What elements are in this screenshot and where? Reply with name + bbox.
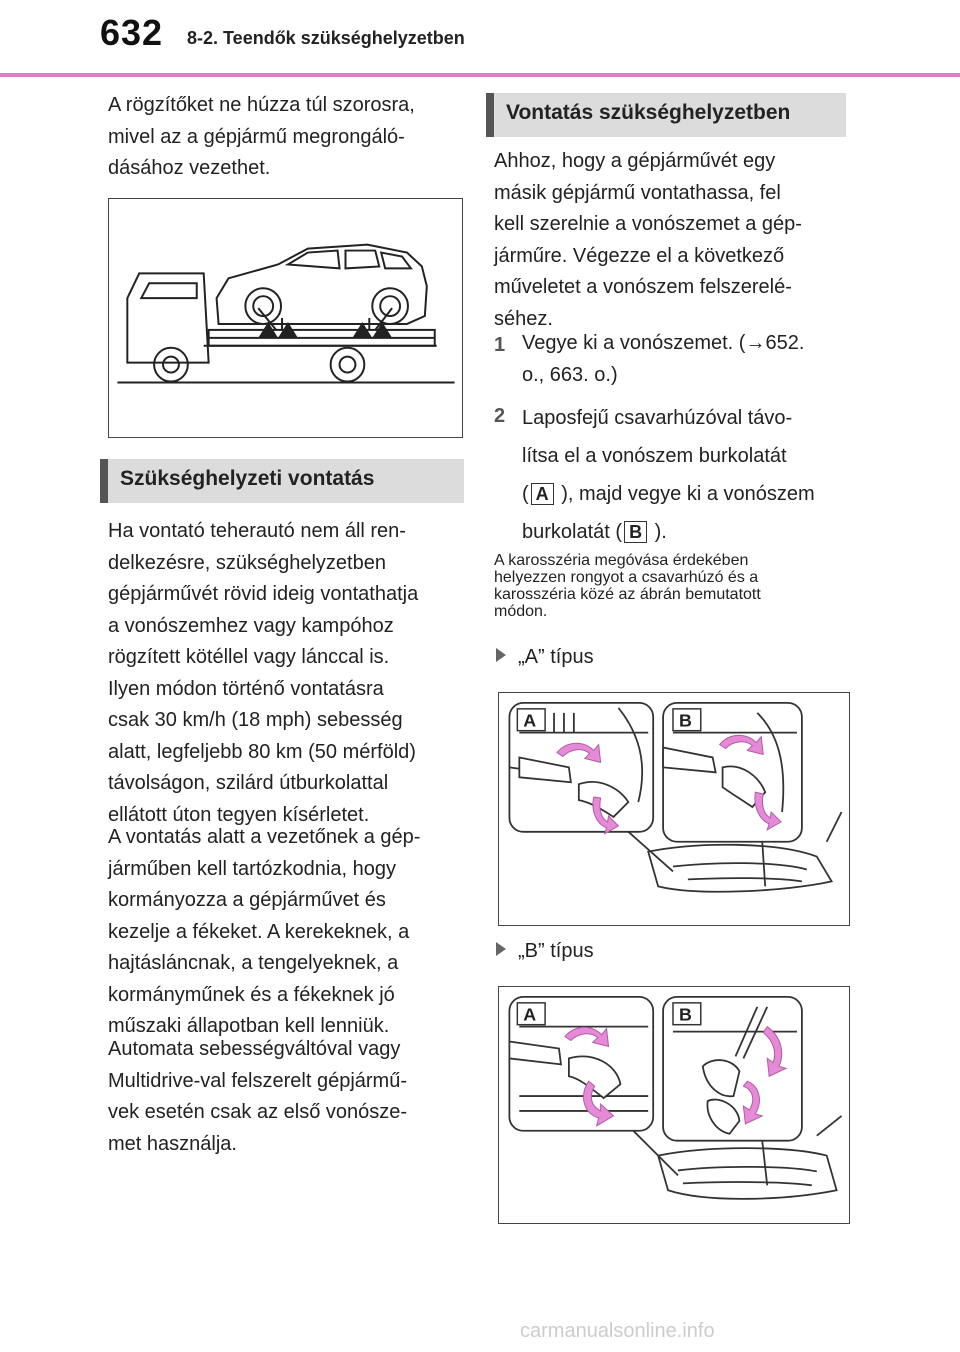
page-number: 632: [100, 12, 164, 53]
header-rule: [0, 73, 960, 77]
text-line: o., 663. o.): [522, 363, 618, 386]
text-line: rögzített kötéllel vagy lánccal is.: [108, 646, 390, 668]
text-fragment: ).: [649, 521, 667, 543]
text-line: távolságon, szilárd útburkolattal: [108, 772, 389, 794]
text-line: dásához vezethet.: [108, 157, 271, 179]
text-line: [522, 475, 815, 513]
type-a-drawing: [499, 693, 849, 925]
heading-towing-in-emergency: [486, 93, 846, 137]
text-line: karosszéria közé az ábrán bemutatott: [494, 586, 761, 603]
section-title: 8-2. Teendők szükséghelyzetben: [187, 28, 465, 48]
type-b-illustration: [498, 986, 850, 1224]
type-b-drawing: [499, 987, 849, 1223]
step-1-number: 1: [494, 334, 506, 356]
text-line: kezelje a fékeket. A kerekeknek, a: [108, 920, 410, 943]
text-line: a vonószemhez vagy kampóhoz: [108, 614, 394, 637]
text-fragment: burkolatát (: [522, 521, 623, 543]
bullet-text: „A” típus: [518, 646, 594, 668]
text-line: csak 30 km/h (18 mph) sebesség: [108, 709, 403, 731]
text-line: mivel az a gépjármű megrongáló-: [108, 125, 405, 148]
text-line: helyezzen rongyot a csavarhúzó és a: [494, 569, 759, 586]
text-line: Automata sebességváltóval vagy: [108, 1038, 401, 1060]
towing-intro-paragraph: [494, 146, 802, 335]
text-line: [522, 513, 815, 551]
bullet-text: „B” típus: [518, 940, 594, 962]
step-1-text: [522, 328, 804, 391]
transmission-paragraph: [108, 1034, 407, 1160]
heading-text: Vontatás szükséghelyzetben: [506, 101, 791, 124]
text-line: Multidrive-val felszerelt gépjármű-: [108, 1069, 407, 1092]
driver-paragraph: [108, 822, 420, 1043]
figure-label-b: B: [678, 1004, 692, 1025]
text-line: módon.: [494, 603, 548, 620]
text-line: delkezésre, szükséghelyzetben: [108, 551, 386, 574]
text-line: hajtásláncnak, a tengelyeknek, a: [108, 952, 399, 974]
text-line: kormányműnek és a fékeknek jó: [108, 983, 395, 1006]
text-line: Ilyen módon történő vontatásra: [108, 677, 384, 700]
text-line: műveletet a vonószem felszerelé-: [494, 276, 792, 298]
text-line: lítsa el a vonószem burkolatát: [522, 445, 787, 467]
type-a-illustration: [498, 692, 850, 926]
text-line: járműre. Végezze el a következő: [494, 244, 785, 267]
text-line: Ahhoz, hogy a gépjárművét egy: [494, 150, 776, 172]
text-line: kormányozza a gépjárművet és: [108, 889, 386, 911]
paren-open: (: [522, 483, 529, 505]
tow-truck-drawing: [109, 199, 462, 437]
step-2-number: 2: [494, 405, 506, 427]
protection-note: [494, 552, 761, 620]
text-line: Laposfejű csavarhúzóval távo-: [522, 407, 793, 429]
label-b-box: B: [624, 521, 647, 543]
bullet-type-b: [496, 940, 594, 963]
text-line: járműben kell tartózkodnia, hogy: [108, 857, 396, 880]
text-line: másik gépjármű vontathassa, fel: [494, 181, 781, 204]
text-line: Vegye ki a vonószemet. (→652.: [522, 332, 805, 354]
text-line: gépjárművét rövid ideig vontathatja: [108, 583, 419, 605]
heading-text: Szükséghelyzeti vontatás: [120, 467, 375, 490]
text-line: műszaki állapotban kell lenniük.: [108, 1015, 390, 1037]
triangle-bullet-icon: [496, 942, 506, 956]
intro-paragraph: [108, 90, 415, 185]
step-2-text: [522, 399, 815, 551]
figure-label-b: B: [678, 710, 692, 731]
text-line: alatt, legfeljebb 80 km (50 mérföld): [108, 740, 416, 763]
emergency-towing-paragraph: [108, 516, 418, 831]
text-line: A rögzítőket ne húzza túl szorosra,: [108, 94, 415, 116]
bullet-type-a: [496, 646, 594, 669]
text-line: Ha vontató teherautó nem áll ren-: [108, 520, 406, 542]
label-a-box: A: [531, 483, 554, 505]
text-line: kell szerelnie a vonószemet a gép-: [494, 213, 802, 235]
text-line: A vontatás alatt a vezetőnek a gép-: [108, 826, 421, 848]
page-header: [0, 0, 960, 80]
text-line: met használja.: [108, 1132, 237, 1155]
figure-label-a: A: [523, 1004, 537, 1025]
triangle-bullet-icon: [496, 648, 506, 662]
heading-emergency-towing: [100, 459, 464, 503]
text-line: A karosszéria megóvása érdekében: [494, 552, 749, 569]
text-line: vek esetén csak az első vonósze-: [108, 1101, 408, 1123]
text-line: séhez.: [494, 307, 553, 330]
watermark: carmanualsonline.info: [520, 1320, 715, 1342]
text-line: ellátott úton tegyen kísérletet.: [108, 803, 370, 826]
figure-label-a: A: [523, 710, 537, 731]
tow-truck-illustration: [108, 198, 463, 438]
text-fragment: ), majd vegye ki a vonószem: [555, 483, 815, 505]
